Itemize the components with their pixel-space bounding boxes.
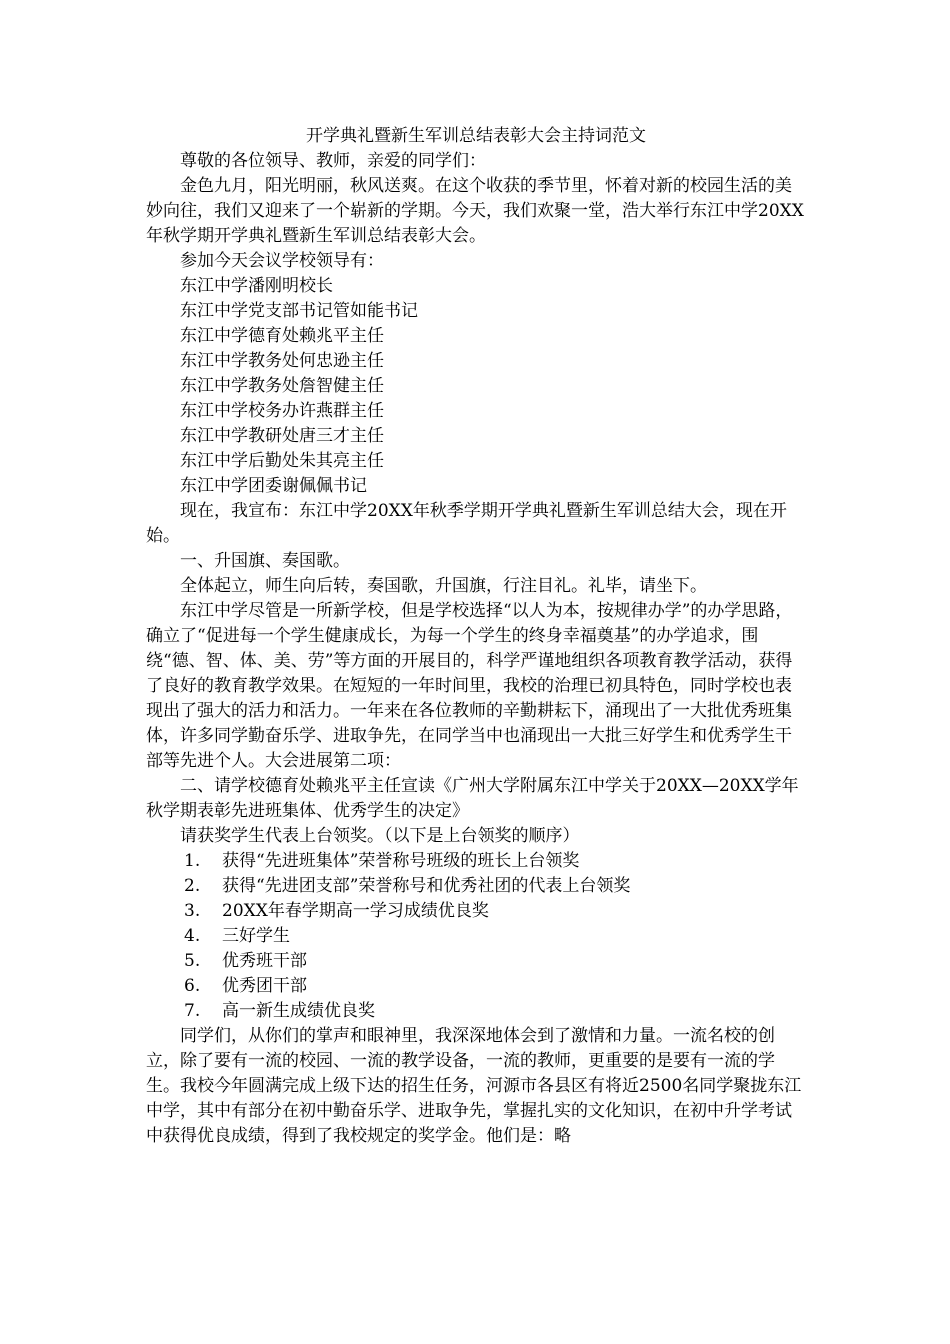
- agenda-item-one: 一、升国旗、奏国歌。: [180, 551, 350, 571]
- award-text: 三好学生: [222, 926, 290, 946]
- closing-paragraph: 同学们，从你们的掌声和眼神里，我深深地体会到了激情和力量。一流名校的创立，除了要有一流的校园、一流的教学设备，一流的教师，更重要的是要有一流的学生。我校今年圆满完成上级下达的招生任务，河源市各县区有将近2500名同学聚拢东江中学，其中有部分在初中勤奋乐学、进取争先，掌握扎实的文化知识，在初中升学考试中获得优良成绩，得到了我校规定的奖学金。他们是：略: [146, 1026, 802, 1146]
- leader-item: 东江中学后勤处朱其亮主任: [180, 451, 384, 471]
- award-intro: 请获奖学生代表上台领奖。（以下是上台领奖的顺序）: [180, 826, 580, 846]
- award-number: 2.: [184, 876, 201, 896]
- award-number: 6.: [184, 976, 201, 996]
- award-item: [146, 849, 806, 874]
- award-text: 获得“先进团支部”荣誉称号和优秀社团的代表上台领奖: [222, 876, 631, 896]
- award-text: 20XX年春学期高一学习成绩优良奖: [222, 901, 489, 921]
- leader-item: 东江中学党支部书记管如能书记: [180, 301, 418, 321]
- award-number: 4.: [184, 926, 201, 946]
- award-number: 3.: [184, 901, 201, 921]
- award-item: [146, 899, 806, 924]
- award-number: 1.: [184, 851, 201, 871]
- award-text: 高一新生成绩优良奖: [222, 1001, 375, 1021]
- leader-item: 东江中学教务处何忠逊主任: [180, 351, 384, 371]
- award-number: 5.: [184, 951, 201, 971]
- award-text: 优秀团干部: [222, 976, 307, 996]
- award-item: [146, 999, 806, 1024]
- award-item: [146, 949, 806, 974]
- leader-item: 东江中学校务办许燕群主任: [180, 401, 384, 421]
- award-item: [146, 874, 806, 899]
- anthem-instruction: 全体起立，师生向后转，奏国歌，升国旗，行注目礼。礼毕，请坐下。: [180, 576, 707, 596]
- award-number: 7.: [184, 1001, 201, 1021]
- intro-paragraph: 金色九月，阳光明丽，秋风送爽。在这个收获的季节里，怀着对新的校园生活的美妙向往，我们又迎来了一个崭新的学期。今天，我们欢聚一堂，浩大举行东江中学20XX年秋学期开学典礼暨新生军训总结表彰大会。: [146, 176, 804, 246]
- award-list: [146, 849, 806, 1024]
- document-page: [146, 124, 806, 1149]
- award-item: [146, 924, 806, 949]
- document-title: 开学典礼暨新生军训总结表彰大会主持词范文: [306, 126, 646, 146]
- announcement-paragraph: 现在，我宣布：东江中学20XX年秋季学期开学典礼暨新生军训总结大会，现在开始。: [146, 501, 787, 546]
- agenda-item-two: 二、请学校德育处赖兆平主任宣读《广州大学附属东江中学关于20XX—20XX学年秋学期表彰先进班集体、优秀学生的决定》: [146, 776, 799, 821]
- leader-item: 东江中学德育处赖兆平主任: [180, 326, 384, 346]
- leader-item: 东江中学潘刚明校长: [180, 276, 333, 296]
- award-text: 优秀班干部: [222, 951, 307, 971]
- leader-item: 东江中学教务处詹智健主任: [180, 376, 384, 396]
- leader-item: 东江中学教研处唐三才主任: [180, 426, 384, 446]
- school-intro-paragraph: 东江中学尽管是一所新学校，但是学校选择“以人为本，按规律办学”的办学思路，确立了“促进每一个学生健康成长，为每一个学生的终身幸福奠基”的办学追求，围绕“德、智、体、美、劳”等方面的开展目的，科学严谨地组织各项教育教学活动，获得了良好的教育教学效果。在短短的一年时间里，我校的治理已初具特色，同时学校也表现出了强大的活力和活力。一年来在各位教师的辛勤耕耘下，涌现出了一大批优秀班集体，许多同学勤奋乐学、进取争先，在同学当中也涌现出一大批三好学生和优秀学生干部等先进个人。大会进展第二项：: [146, 601, 793, 771]
- leader-item: 东江中学团委谢佩佩书记: [180, 476, 367, 496]
- greeting: 尊敬的各位领导、教师，亲爱的同学们：: [180, 151, 486, 171]
- leaders-intro: 参加今天会议学校领导有：: [180, 251, 384, 271]
- award-text: 获得“先进班集体”荣誉称号班级的班长上台领奖: [222, 851, 580, 871]
- award-item: [146, 974, 806, 999]
